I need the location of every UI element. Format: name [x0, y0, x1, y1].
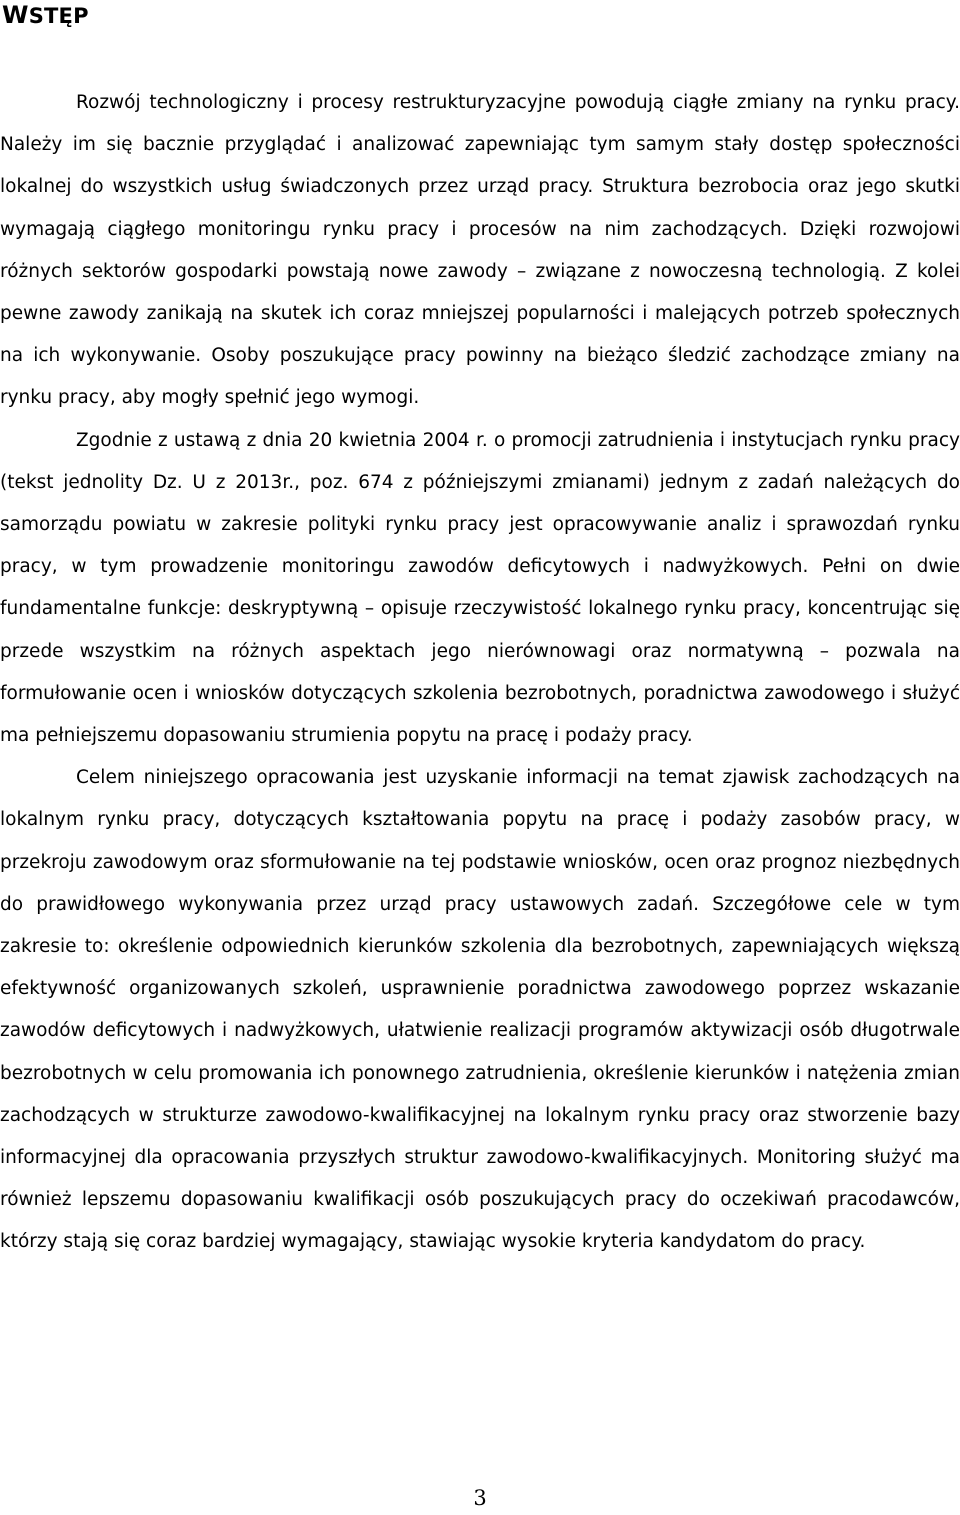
paragraph-2: Zgodnie z ustawą z dnia 20 kwietnia 2004 r. o promocji zatrudnienia i instytucjach rynku pracy (tekst jednolity Dz. U z 2013r., poz. 674 z późniejszymi zmianami) jednym z zadań należących do samorządu powiatu w zakresie polityki rynku pracy jest opracowywanie analiz i sprawozdań rynku pracy, w tym prowadzenie monitoringu zawodów deficytowych i nadwyżkowych. Pełni on dwie fundamentalne funkcje: deskryptywną – opisuje rzeczywistość lokalnego rynku pracy, koncentrując się przede wszystkim na różnych aspektach jego nierównowagi oraz normatywną – pozwala na formułowanie ocen i wniosków dotyczących szkolenia bezrobotnych, poradnictwa zawodowego i służyć ma pełniejszemu dopasowaniu strumienia popytu na pracę i podaży pracy.	[0, 429, 960, 747]
section-heading	[2, 2, 89, 29]
page-number: 3	[473, 1486, 487, 1510]
body-text	[0, 82, 960, 1264]
paragraph-3: Celem niniejszego opracowania jest uzyskanie informacji na temat zjawisk zachodzących na lokalnym rynku pracy, dotyczących kształtowania popytu na pracę i podaży zasobów pracy, w przekroju zawodowym oraz sformułowanie na tej podstawie wniosków, ocen oraz prognoz niezbędnych do prawidłowego wykonywania przez urząd pracy ustawowych zadań. Szczegółowe cele w tym zakresie to: określenie odpowiednich kierunków szkolenia dla bezrobotnych, zapewniających większą efektywność organizowanych szkoleń, usprawnienie poradnictwa zawodowego poprzez wskazanie zawodów deficytowych i nadwyżkowych, ułatwienie realizacji programów aktywizacji osób długotrwale bezrobotnych w celu promowania ich ponownego zatrudnienia, określenie kierunków i natężenia zmian zachodzących w strukturze zawodowo-kwalifikacyjnej na lokalnym rynku pracy oraz stworzenie bazy informacyjnej dla opracowania przyszłych struktur zawodowo-kwalifikacyjnych. Monitoring służyć ma również lepszemu dopasowaniu kwalifikacji osób poszukujących pracy do oczekiwań pracodawców, którzy stają się coraz bardziej wymagający, stawiając wysokie kryteria kandydatom do pracy.	[0, 767, 960, 1253]
heading-rest: STĘP	[28, 4, 89, 28]
paragraph-1: Rozwój technologiczny i procesy restrukturyzacyjne powodują ciągłe zmiany na rynku pracy. Należy im się bacznie przyglądać i analizować zapewniając tym samym stały dostęp społeczności lokalnej do wszystkich usług świadczonych przez urząd pracy. Struktura bezrobocia oraz jego skutki wymagają ciągłego monitoringu rynku pracy i procesów na nim zachodzących. Dzięki rozwojowi różnych sektorów gospodarki powstają nowe zawody – związane z nowoczesną technologią. Z kolei pewne zawody zanikają na skutek ich coraz mniejszej popularności i malejących potrzeb społecznych na ich wykonywanie. Osoby poszukujące pracy powinny na bieżąco śledzić zachodzące zmiany na rynku pracy, aby mogły spełnić jego wymogi.	[0, 92, 960, 409]
heading-initial: W	[2, 1, 29, 29]
